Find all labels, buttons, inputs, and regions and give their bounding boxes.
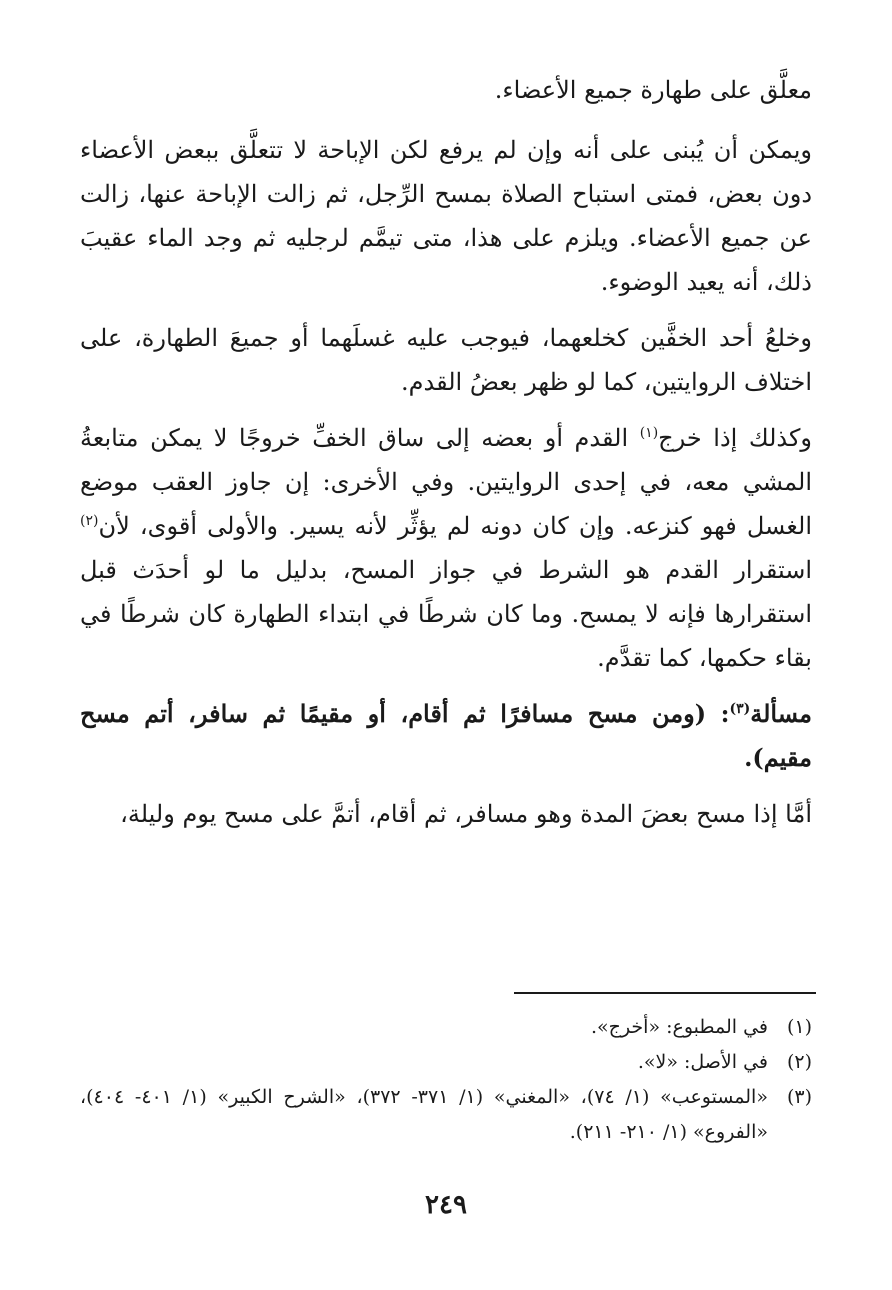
footnote-1 bbox=[80, 1010, 812, 1045]
footnote-ref-3: (٣) bbox=[729, 701, 751, 717]
footnote-ref-1: (١) bbox=[639, 425, 659, 441]
footnote-number: (١) bbox=[786, 1016, 812, 1038]
footnote-text: في الأصل: «لا». bbox=[637, 1051, 768, 1073]
footnote-3 bbox=[80, 1080, 812, 1150]
paragraph-4-part-c: استقرار القدم هو الشرط في جواز المسح، بدليل ما لو أحدَث قبل استقرارها فإنه لا يمسح. وما كان شرطًا في ابتداء الطهارة كان شرطًا في بقاء حكمها، كما تقدَّم. bbox=[80, 556, 812, 672]
footnote-separator bbox=[514, 992, 816, 994]
footnotes bbox=[80, 1010, 812, 1150]
masala-text: : (ومن مسح مسافرًا ثم أقام، أو مقيمًا ثم سافر، أتم مسح مقيم). bbox=[80, 699, 812, 772]
footnote-text: «المستوعب» (١/ ٧٤)، «المغني» (١/ ٣٧١- ٣٧٢)، «الشرح الكبير» (١/ ٤٠١- ٤٠٤)، «الفروع» (١/ ٢١٠- ٢١١). bbox=[80, 1086, 768, 1143]
page-body bbox=[80, 68, 812, 848]
page-number: ٢٤٩ bbox=[425, 1190, 467, 1220]
paragraph-4 bbox=[80, 416, 812, 680]
footnote-ref-2: (٢) bbox=[80, 513, 99, 529]
paragraph-4-part-a: وكذلك إذا خرج bbox=[658, 424, 812, 452]
footnote-number: (٢) bbox=[786, 1051, 812, 1073]
footnote-2 bbox=[80, 1045, 812, 1080]
paragraph-2: ويمكن أن يُبنى على أنه وإن لم يرفع لكن الإباحة لا تتعلَّق ببعض الأعضاء دون بعض، فمتى استباح الصلاة بمسح الرِّجل، ثم زالت الإباحة عنها، زالت عن جميع الأعضاء. ويلزم على هذا، متى تيمَّم لرجليه ثم وجد الماء عقيبَ ذلك، أنه يعيد الوضوء. bbox=[80, 136, 813, 296]
footnote-number: (٣) bbox=[786, 1086, 812, 1108]
footnote-text: في المطبوع: «أخرج». bbox=[591, 1016, 768, 1038]
paragraph-5: أمَّا إذا مسح بعضَ المدة وهو مسافر، ثم أقام، أتمَّ على مسح يوم وليلة، bbox=[120, 800, 812, 828]
masala-heading bbox=[80, 692, 812, 780]
paragraph-3: وخلعُ أحد الخفَّين كخلعهما، فيوجب عليه غسلَهما أو جميعَ الطهارة، على اختلاف الروايتين، كما لو ظهر بعضُ القدم. bbox=[80, 324, 812, 396]
paragraph-1: معلَّق على طهارة جميع الأعضاء. bbox=[494, 76, 812, 104]
paragraph-4-part-b: القدم أو بعضه إلى ساق الخفِّ خروجًا لا يمكن متابعةُ المشي معه، في إحدى الروايتين. وفي الأخرى: إن جاوز العقب موضع الغسل فهو كنزعه. وإن كان دونه لم يؤثِّر لأنه يسير. والأولى أقوى، لأن bbox=[80, 424, 812, 540]
masala-label: مسألة bbox=[750, 699, 812, 728]
